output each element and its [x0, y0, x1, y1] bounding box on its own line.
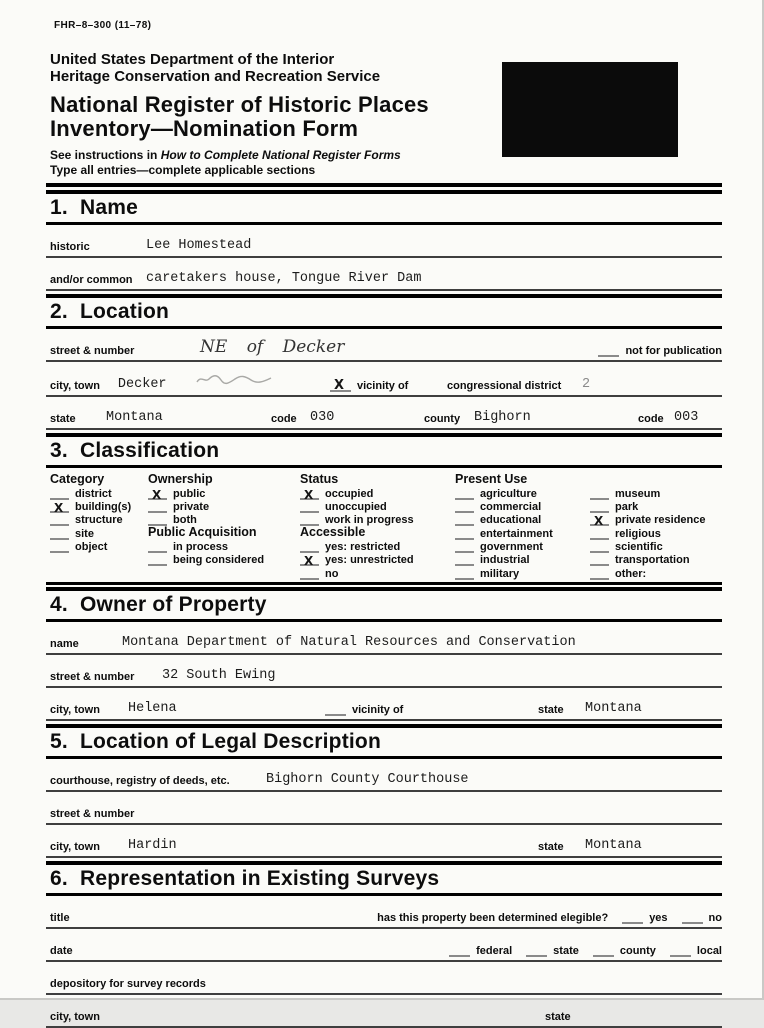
field-row-survey-title: [46, 904, 722, 929]
checkbox-blank: [590, 529, 609, 540]
checkbox-blank: [593, 944, 614, 957]
field-row-survey-city: [46, 1003, 722, 1028]
field-label: street & number: [50, 345, 135, 358]
section-3-heading: 3. Classification: [46, 437, 722, 468]
eligibility-question-label: has this property been determined elegible?: [377, 911, 609, 924]
vicinity-group: [330, 379, 408, 392]
checkbox-blank: [148, 489, 167, 500]
checkbox-blank: [455, 529, 474, 540]
checkbox-museum: [590, 486, 722, 499]
checkbox-label: in process: [173, 540, 229, 553]
checkbox-label: entertainment: [480, 527, 553, 540]
checkbox-blank: [598, 344, 619, 357]
field-row-courthouse: [46, 767, 722, 792]
checkbox-blank: [300, 489, 319, 500]
checkbox-blank: [449, 944, 470, 957]
checkbox-blank: [50, 542, 69, 553]
congressional-district-label: congressional district: [447, 380, 562, 393]
field-row-owner-city: [46, 696, 722, 721]
field-label: courthouse, registry of deeds, etc.: [50, 774, 230, 787]
field-label: state: [50, 413, 76, 426]
checkbox-label: religious: [615, 527, 661, 540]
checkbox-commercial: [455, 500, 590, 513]
typed-value-common-name: caretakers house, Tongue River Dam: [146, 271, 422, 287]
checkbox-both: [148, 513, 300, 526]
field-row-street: [46, 337, 722, 362]
checkbox-entertainment: [455, 526, 590, 539]
checkbox-label: educational: [480, 514, 542, 527]
checkbox-buildings: [50, 500, 148, 516]
checkbox-blank: [50, 529, 69, 540]
field-row-state-county: [46, 405, 722, 430]
field-row-survey-date: [46, 937, 722, 962]
agency-name: [46, 51, 722, 86]
checkbox-agriculture: [455, 486, 590, 499]
typed-value-city: Decker: [117, 377, 167, 393]
checkbox-blank: [50, 515, 69, 526]
local-label: local: [696, 944, 722, 957]
checkbox-blank: [670, 944, 691, 957]
checkbox-label: no: [325, 567, 339, 580]
group-title: Category: [50, 472, 105, 487]
state-label: state: [538, 840, 564, 853]
form-title-line-1: National Register of Historic Places: [50, 91, 429, 117]
form-title-line-2: Inventory—Nomination Form: [50, 115, 359, 141]
checkbox-label: scientific: [615, 540, 663, 553]
checkbox-in-process: [148, 540, 300, 553]
typed-value-congressional-district: 2: [582, 377, 591, 393]
checkbox-blank: [622, 911, 643, 924]
checkbox-label: private residence: [615, 514, 706, 527]
state-label: state: [553, 944, 579, 957]
group-title: Present Use: [455, 472, 528, 487]
instructions: [46, 148, 722, 178]
code-label: code: [638, 413, 664, 426]
not-for-publication-label: not for publication: [625, 345, 722, 358]
checkbox-blank: [300, 554, 319, 569]
county-label: county: [619, 944, 656, 957]
checkbox-label: object: [75, 540, 108, 553]
checkbox-blank: [590, 514, 609, 529]
checkbox-blank: [455, 502, 474, 513]
section-1-name: [46, 190, 722, 291]
checkbox-park: [590, 500, 722, 513]
checkbox-blank: [300, 569, 319, 580]
field-label: historic: [50, 241, 90, 254]
checkbox-transportation: [590, 553, 722, 566]
category-column: [50, 473, 148, 579]
not-for-publication-group: [598, 344, 722, 357]
typed-value-owner-name: Montana Department of Natural Resources and Conservation: [122, 634, 576, 650]
field-row-historic: [46, 233, 722, 258]
group-title: Ownership: [148, 472, 213, 487]
field-row-legal-street: [46, 800, 722, 825]
typed-value-legal-state: Montana: [585, 837, 642, 853]
checkbox-blank: [330, 379, 351, 392]
x-mark: X: [334, 378, 345, 394]
x-mark: X: [304, 554, 314, 569]
group-title: Public Acquisition: [148, 525, 257, 540]
checkbox-blank: [526, 944, 547, 957]
field-row-owner-name: [46, 630, 722, 655]
survey-level-group: [449, 944, 722, 957]
checkbox-blank: [300, 502, 319, 513]
checkbox-label: park: [615, 501, 639, 514]
checkbox-blank: [455, 489, 474, 500]
field-label: name: [50, 637, 79, 650]
x-mark: X: [304, 487, 314, 502]
checkbox-blank: [590, 489, 609, 500]
field-label: date: [50, 944, 73, 957]
checkbox-label: industrial: [480, 554, 530, 567]
checkbox-label: district: [75, 487, 112, 500]
checkbox-military: [455, 566, 590, 579]
checkbox-public: [148, 486, 300, 502]
section-4-heading: 4. Owner of Property: [46, 591, 722, 622]
checkbox-unoccupied: [300, 500, 455, 513]
instructions-line-1: [50, 148, 722, 163]
typed-value-county: Bighorn: [474, 410, 531, 426]
checkbox-blank: [455, 555, 474, 566]
yes-label: yes: [649, 911, 668, 924]
status-column: [300, 473, 455, 579]
checkbox-label: building(s): [75, 501, 132, 514]
checkbox-blank: [590, 555, 609, 566]
state-label: state: [538, 703, 564, 716]
checkbox-other: [590, 566, 722, 579]
checkbox-label: structure: [75, 514, 123, 527]
field-row-city: [46, 370, 722, 397]
field-row-common-name: [46, 266, 722, 291]
checkbox-educational: [455, 513, 590, 526]
agency-line-2: Heritage Conservation and Recreation Service: [50, 68, 381, 86]
checkbox-blank: [50, 501, 69, 516]
checkbox-blank: [148, 515, 167, 526]
checkbox-blank: [300, 515, 319, 526]
checkbox-industrial: [455, 553, 590, 566]
vicinity-group: [325, 703, 403, 716]
checkbox-label: private: [173, 501, 210, 514]
field-row-legal-city: [46, 833, 722, 858]
classification-grid: [46, 468, 722, 584]
present-use-column: [455, 473, 722, 579]
field-label: city, town: [50, 1010, 100, 1023]
checkbox-blank: [455, 569, 474, 580]
checkbox-label: occupied: [325, 487, 374, 500]
agency-line-1: United States Department of the Interior: [50, 51, 335, 68]
typed-value-county-code: 003: [674, 410, 699, 426]
no-label: no: [708, 911, 722, 924]
section-2-heading: 2. Location: [46, 298, 722, 329]
handwritten-value-street: NE of Decker: [200, 337, 345, 358]
checkbox-blank: [590, 569, 609, 580]
checkbox-blank: [50, 489, 69, 500]
checkbox-object: [50, 540, 148, 553]
checkbox-label: public: [173, 487, 206, 500]
checkbox-label: work in progress: [325, 514, 414, 527]
checkbox-religious: [590, 526, 722, 539]
instructions-manual-title: How to Complete National Register Forms: [160, 148, 401, 163]
checkbox-label: unoccupied: [325, 501, 387, 514]
checkbox-label: military: [480, 567, 520, 580]
present-use-list-1: [455, 486, 590, 579]
checkbox-label: agriculture: [480, 487, 537, 500]
vicinity-label: vicinity of: [352, 703, 404, 716]
typed-value-state: Montana: [106, 410, 163, 426]
field-row-owner-street: [46, 663, 722, 688]
section-5-legal-description: [46, 724, 722, 858]
checkbox-blank: [455, 542, 474, 553]
section-6-heading: 6. Representation in Existing Surveys: [46, 865, 722, 896]
typed-value-courthouse: Bighorn County Courthouse: [266, 771, 469, 787]
state-label: state: [545, 1010, 571, 1023]
checkbox-blank: [325, 703, 346, 716]
checkbox-private-residence: [590, 513, 722, 529]
checkbox-site: [50, 526, 148, 539]
form-number: FHR–8–300 (11–78): [54, 20, 152, 31]
checkbox-label: museum: [615, 487, 661, 500]
section-4-owner: [46, 587, 722, 721]
checkbox-label: yes: restricted: [325, 540, 401, 553]
checkbox-yes-restricted: [300, 540, 455, 553]
field-label: and/or common: [50, 274, 133, 287]
checkbox-blank: [148, 542, 167, 553]
checkbox-label: yes: unrestricted: [325, 554, 414, 567]
checkbox-structure: [50, 513, 148, 526]
form-title: [46, 93, 722, 141]
field-label: title: [50, 911, 70, 924]
illegible-handwriting: [195, 371, 273, 390]
x-mark: X: [54, 501, 64, 516]
field-label: street & number: [50, 670, 135, 683]
field-label: city, town: [50, 703, 100, 716]
typed-value-state-code: 030: [310, 410, 335, 426]
checkbox-government: [455, 540, 590, 553]
checkbox-label: being considered: [173, 554, 265, 567]
field-label: depository for survey records: [50, 977, 206, 990]
instructions-prefix: See instructions in: [50, 148, 161, 163]
vicinity-label: vicinity of: [357, 380, 409, 393]
typed-value-owner-street: 32 South Ewing: [162, 667, 276, 683]
checkbox-blank: [682, 911, 703, 924]
checkbox-blank: [148, 555, 167, 566]
checkbox-label: transportation: [615, 554, 690, 567]
field-label: street & number: [50, 807, 135, 820]
checkbox-blank: [590, 502, 609, 513]
form-content: [46, 0, 722, 1028]
group-title: Accessible: [300, 525, 366, 540]
field-row-depository: [46, 970, 722, 995]
checkbox-label: both: [173, 514, 197, 527]
checkbox-no: [300, 566, 455, 579]
section-3-classification: [46, 433, 722, 584]
typed-value-historic-name: Lee Homestead: [146, 238, 252, 254]
ownership-column: [148, 473, 300, 579]
checkbox-scientific: [590, 540, 722, 553]
typed-value-owner-city: Helena: [128, 700, 177, 716]
x-mark: X: [152, 487, 162, 502]
section-2-location: [46, 294, 722, 430]
group-title: Status: [300, 472, 339, 487]
checkbox-label: site: [75, 527, 94, 540]
checkbox-private: [148, 500, 300, 513]
typed-value-legal-city: Hardin: [128, 837, 177, 853]
instructions-line-2: Type all entries—complete applicable sections: [50, 163, 316, 178]
section-1-heading: 1. Name: [46, 194, 722, 225]
checkbox-work-in-progress: [300, 513, 455, 526]
field-label: city, town: [50, 840, 100, 853]
checkbox-label: other:: [615, 567, 647, 580]
federal-label: federal: [476, 944, 513, 957]
checkbox-blank: [148, 502, 167, 513]
checkbox-district: [50, 486, 148, 499]
checkbox-yes-unrestricted: [300, 553, 455, 569]
checkbox-being-considered: [148, 553, 300, 566]
field-label: city, town: [50, 380, 100, 393]
x-mark: X: [594, 514, 604, 529]
eligibility-group: [377, 911, 722, 924]
checkbox-blank: [590, 542, 609, 553]
header-rule: [46, 183, 722, 187]
typed-value-owner-state: Montana: [585, 700, 642, 716]
county-label: county: [424, 413, 461, 426]
present-use-lists: [455, 486, 722, 579]
section-6-surveys: [46, 861, 722, 1028]
checkbox-label: commercial: [480, 501, 542, 514]
checkbox-blank: [455, 515, 474, 526]
checkbox-occupied: [300, 486, 455, 502]
checkbox-label: government: [480, 540, 543, 553]
checkbox-blank: [300, 542, 319, 553]
code-label: code: [271, 413, 297, 426]
present-use-list-2: [590, 486, 722, 579]
section-5-heading: 5. Location of Legal Description: [46, 728, 722, 759]
